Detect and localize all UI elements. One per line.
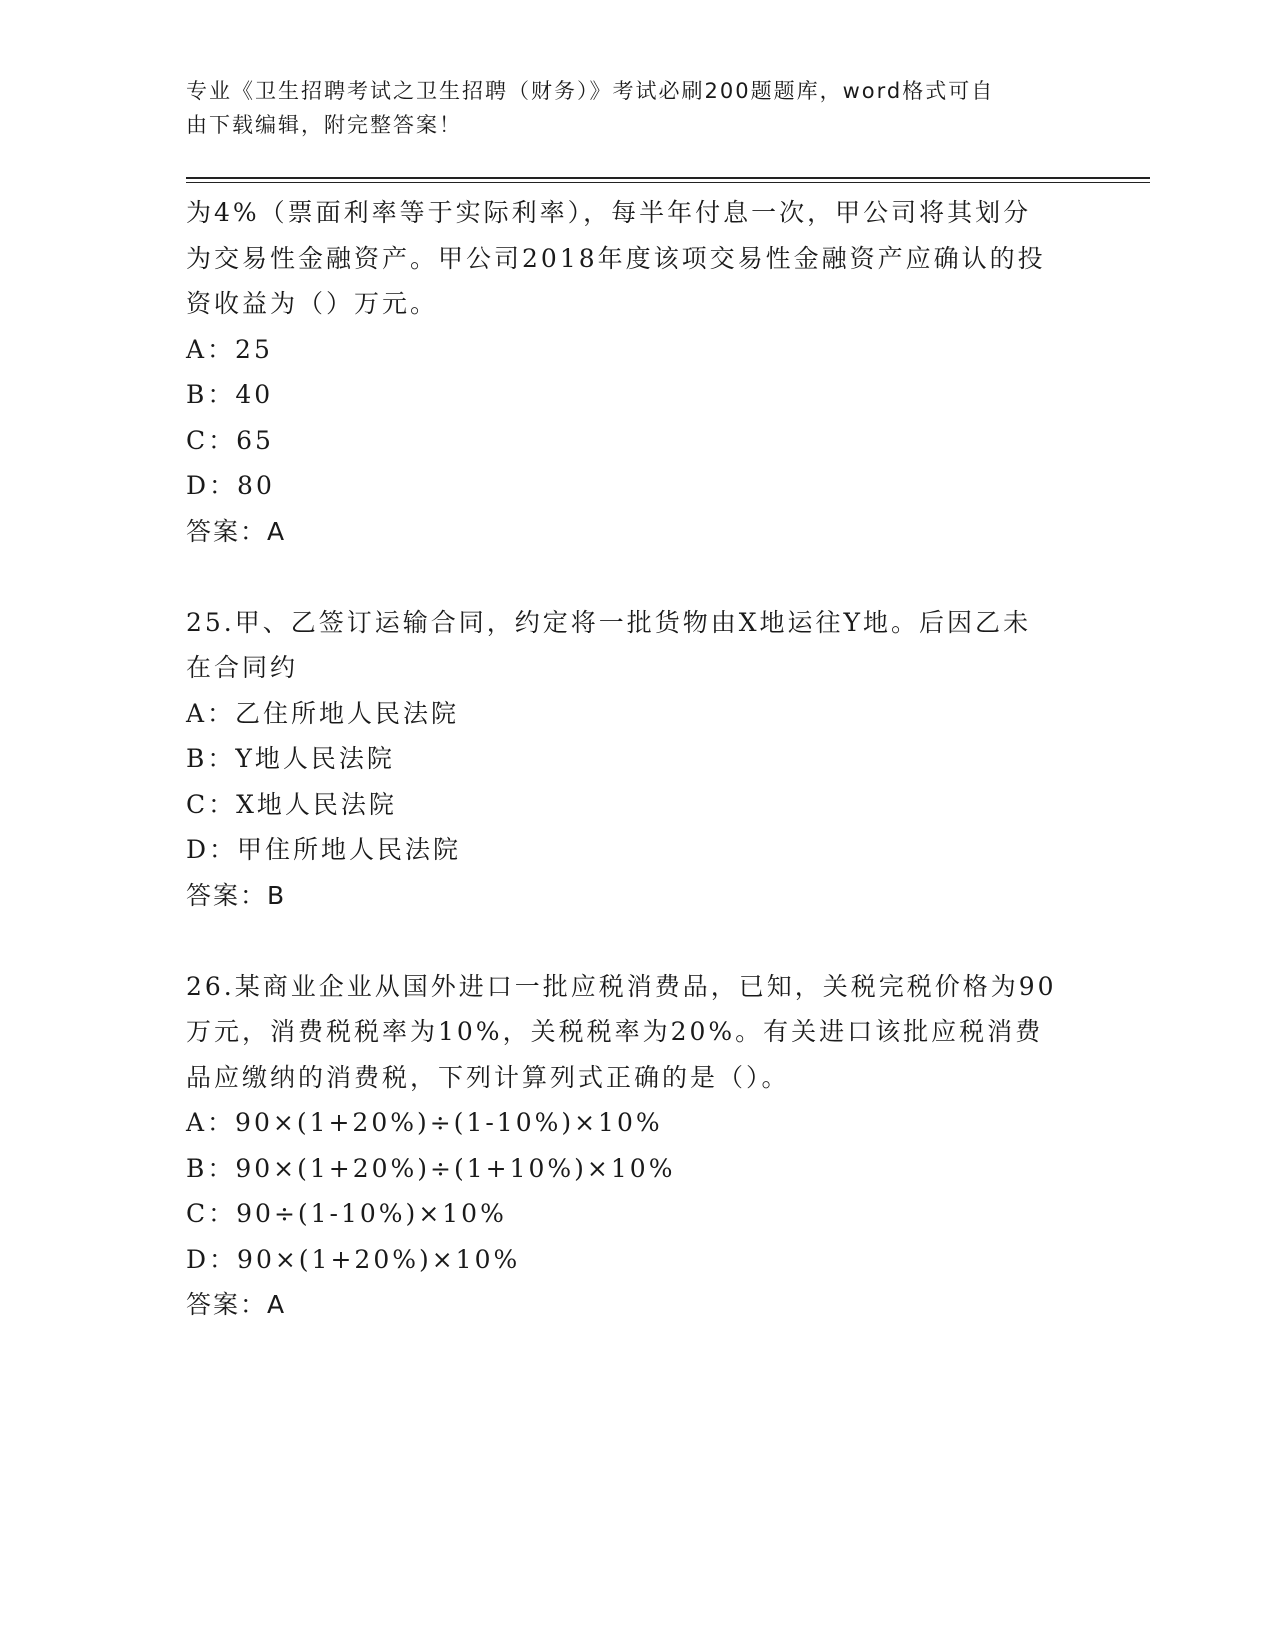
page-header	[186, 74, 1066, 142]
option-a: A：90×(1+20%)÷(1-10%)×10%	[186, 1108, 663, 1137]
option-d: D：甲住所地人民法院	[186, 835, 462, 864]
option-d: D：90×(1+20%)×10%	[186, 1244, 521, 1274]
question-26	[186, 964, 1086, 1328]
question-stem-line: 为交易性金融资产。甲公司2018年度该项交易性金融资产应确认的投	[186, 243, 1046, 273]
answer-line: 答案：A	[186, 516, 287, 546]
option-c: C：X地人民法院	[186, 789, 397, 819]
spacer	[186, 554, 1086, 600]
question-stem-line: 为4%（票面利率等于实际利率），每半年付息一次，甲公司将其划分	[186, 198, 1032, 227]
option-a: A：乙住所地人民法院	[186, 698, 460, 728]
question-stem-line: 26.某商业企业从国外进口一批应税消费品，已知，关税完税价格为90	[186, 971, 1057, 1001]
option-d: D：80	[186, 471, 275, 500]
answer-line: 答案：A	[186, 1290, 287, 1319]
option-b: B：40	[186, 380, 274, 409]
header-divider-thin	[186, 182, 1150, 183]
header-divider-thick	[186, 177, 1150, 179]
answer-line: 答案：B	[186, 880, 287, 910]
question-25	[186, 600, 1086, 919]
question-stem-line: 资收益为（）万元。	[186, 289, 439, 318]
option-b: B：90×(1+20%)÷(1+10%)×10%	[186, 1153, 676, 1183]
question-stem-line: 品应缴纳的消费税，下列计算列式正确的是（）。	[186, 1062, 790, 1092]
question-24	[186, 190, 1086, 554]
question-stem-line: 在合同约	[186, 653, 299, 682]
question-stem-line: 万元，消费税税率为10%，关税税率为20%。有关进口该批应税消费	[186, 1017, 1044, 1046]
option-a: A：25	[186, 334, 273, 364]
question-content	[186, 190, 1086, 1328]
option-c: C：90÷(1-10%)×10%	[186, 1199, 507, 1228]
option-b: B：Y地人民法院	[186, 744, 395, 773]
header-line-2: 由下载编辑，附完整答案！	[186, 113, 462, 137]
option-c: C：65	[186, 425, 274, 455]
spacer	[186, 918, 1086, 964]
header-line-1: 专业《卫生招聘考试之卫生招聘（财务）》考试必刷200题题库，word格式可自	[186, 79, 995, 103]
question-stem-line: 25.甲、乙签订运输合同，约定将一批货物由X地运往Y地。后因乙未	[186, 607, 1032, 637]
